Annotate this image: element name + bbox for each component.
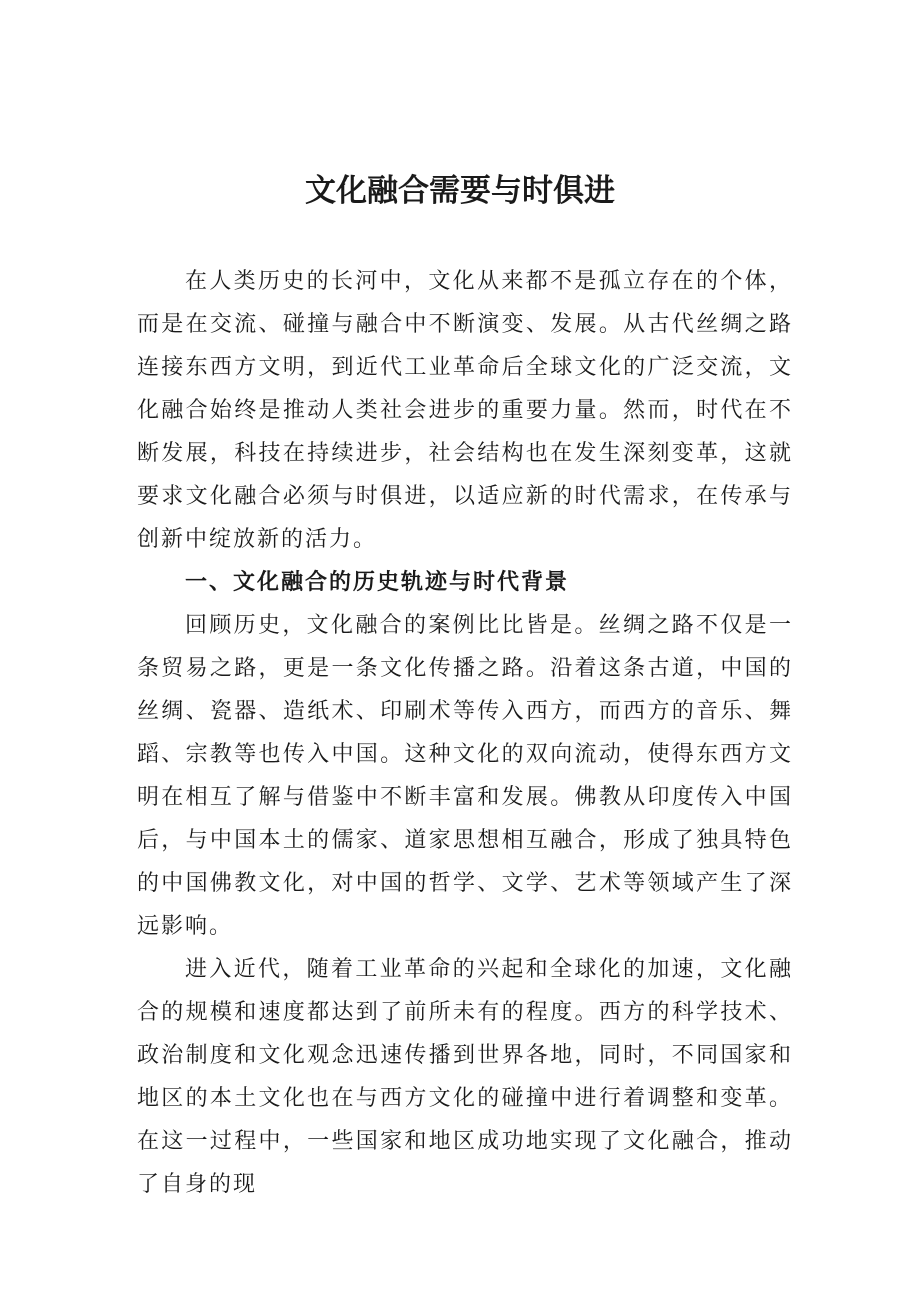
document-body [137, 260, 793, 1206]
section-paragraph-2: 进入近代，随着工业革命的兴起和全球化的加速，文化融合的规模和速度都达到了前所未有的程度。西方的科学技术、政治制度和文化观念迅速传播到世界各地，同时，不同国家和地区的本土文化也在与西方文化的碰撞中进行着调整和变革。在这一过程中，一些国家和地区成功地实现了文化融合，推动了自身的现 [137, 957, 793, 1197]
section-heading: 一、文化融合的历史轨迹与时代背景 [185, 570, 570, 595]
section-paragraph-1: 回顾历史，文化融合的案例比比皆是。丝绸之路不仅是一条贸易之路，更是一条文化传播之路。沿着这条古道，中国的丝绸、瓷器、造纸术、印刷术等传入西方，而西方的音乐、舞蹈、宗教等也传入中国。这种文化的双向流动，使得东西方文明在相互了解与借鉴中不断丰富和发展。佛教从印度传入中国后，与中国本土的儒家、道家思想相互融合，形成了独具特色的中国佛教文化，对中国的哲学、文学、艺术等领域产生了深远影响。 [137, 613, 793, 939]
document-title: 文化融合需要与时俱进 [305, 173, 615, 209]
intro-paragraph: 在人类历史的长河中，文化从来都不是孤立存在的个体，而是在交流、碰撞与融合中不断演变、发展。从古代丝绸之路连接东西方文明，到近代工业革命后全球文化的广泛交流，文化融合始终是推动人类社会进步的重要力量。然而，时代在不断发展，科技在持续进步，社会结构也在发生深刻变革，这就要求文化融合必须与时俱进，以适应新的时代需求，在传承与创新中绽放新的活力。 [137, 269, 793, 552]
